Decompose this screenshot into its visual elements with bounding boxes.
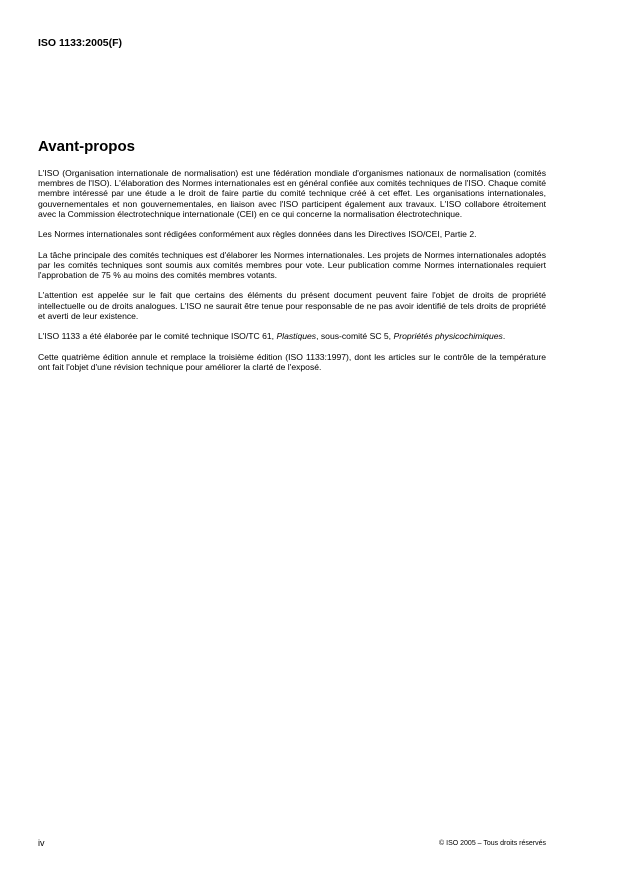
subcommittee-name: Propriétés physicochimiques bbox=[393, 331, 503, 342]
paragraph-iso-organisation: L'ISO (Organisation internationale de normalisation) est une fédération mondiale d'organismes nationaux de normalisation (comités membres de l'ISO). L'élaboration des Normes internationales est en général confiée aux comités techniques de l'ISO. Chaque comité membre intéressé par une étude a le droit de faire partie du comité technique créé à cet effet. Les organisations internationales, gouvernementales et non gouvernementales, en liaison avec l'ISO participent également aux travaux. L'ISO collabore étroitement avec la Commission électrotechnique internationale (CEI) en ce qui concerne la normalisation électrotechnique. bbox=[38, 168, 546, 219]
page-number: iv bbox=[38, 838, 45, 848]
document-id: ISO 1133:2005(F) bbox=[38, 37, 123, 49]
foreword-body bbox=[38, 168, 546, 382]
prepared-by-text-2: , sous-comité SC 5, bbox=[316, 331, 394, 342]
paragraph-edition: Cette quatrième édition annule et remplace la troisième édition (ISO 1133:1997), dont les articles sur le contrôle de la température ont fait l'objet d'une révision technique pour améliorer la clarté de l'exposé. bbox=[38, 351, 546, 372]
prepared-by-text-3: . bbox=[502, 331, 506, 342]
copyright-notice: © ISO 2005 – Tous droits réservés bbox=[439, 840, 546, 847]
prepared-by-text-1: L'ISO 1133 a été élaborée par le comité technique ISO/TC 61, bbox=[38, 331, 277, 342]
page-title: Avant-propos bbox=[38, 138, 135, 155]
paragraph-directives: Les Normes internationales sont rédigées conformément aux règles données dans les Directives ISO/CEI, Partie 2. bbox=[38, 229, 477, 240]
paragraph-prepared-by bbox=[38, 331, 546, 341]
paragraph-patent-rights: L'attention est appelée sur le fait que certains des éléments du présent document peuvent faire l'objet de droits de propriété intellectuelle ou de droits analogues. L'ISO ne saurait être tenue pour responsable de ne pas avoir identifié de tels droits de propriété et averti de leur existence. bbox=[38, 290, 546, 321]
committee-name-plastiques: Plastiques bbox=[276, 331, 317, 342]
paragraph-technical-committees: La tâche principale des comités techniques est d'élaborer les Normes internationales. Les projets de Normes internationales adoptés par les comités techniques sont soumis aux comités membres pour vote. Leur publication comme Normes internationales requiert l'approbation de 75 % au moins des comités membres votants. bbox=[38, 249, 546, 280]
